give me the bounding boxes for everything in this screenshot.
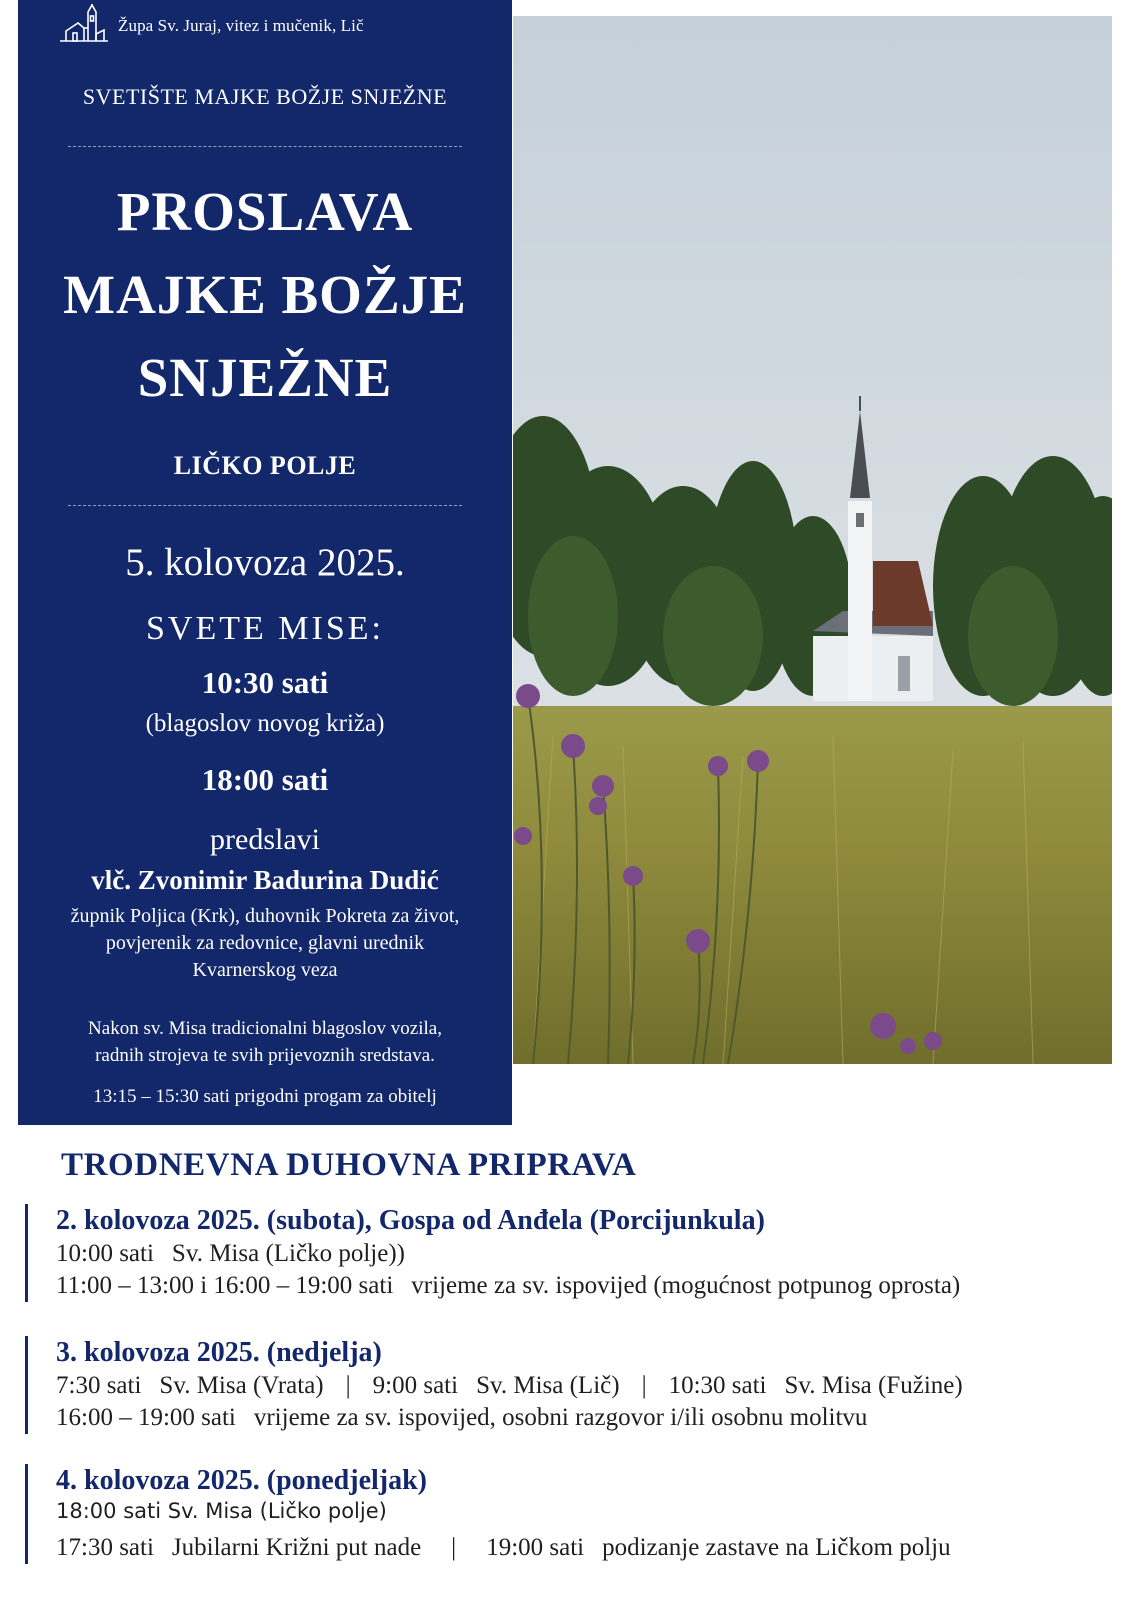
priest-name: vlč. Zvonimir Badurina Dudić <box>91 865 439 895</box>
presides-label: predslavi <box>210 823 320 856</box>
church-icon <box>58 4 110 49</box>
day-title: 4. kolovoza 2025. (ponedjeljak) <box>56 1465 427 1496</box>
time: 17:30 sati <box>56 1534 154 1561</box>
desc-line: povjerenik za redovnice, glavni urednik <box>105 932 425 954</box>
activity: vrijeme za sv. ispovijed (mogućnost potpunog oprosta) <box>411 1272 961 1299</box>
schedule-line <box>56 1238 960 1270</box>
masses-label: SVETE MISE: <box>146 610 384 647</box>
divider <box>68 146 462 147</box>
church-meadow-photo <box>513 16 1112 1064</box>
day-title: 3. kolovoza 2025. (nedjelja) <box>56 1337 382 1368</box>
activity: Sv. Misa (Lič) <box>476 1372 620 1399</box>
title-line: PROSLAVA <box>116 181 414 242</box>
desc-line: Kvarnerskog veza <box>192 959 338 981</box>
time: 19:00 sati <box>486 1534 585 1561</box>
separator: | <box>641 1372 647 1399</box>
vehicle-blessing-note <box>28 1015 502 1069</box>
separator: | <box>451 1534 457 1561</box>
schedule-day-1 <box>25 1204 960 1302</box>
schedule-day-3 <box>25 1464 951 1564</box>
activity: vrijeme za sv. ispovijed, osobni razgovor i/ili osobnu molitvu <box>253 1404 868 1431</box>
priest-description <box>28 903 502 984</box>
mass-note: (blagoslov novog križa) <box>145 710 385 737</box>
schedule-line <box>56 1532 951 1564</box>
schedule-day-2 <box>25 1336 963 1434</box>
schedule-line <box>56 1370 963 1402</box>
activity: Sv. Misa (Vrata) <box>159 1372 324 1399</box>
activity: podizanje zastave na Ličkom polju <box>602 1534 951 1561</box>
sanctuary-name: SVETIŠTE MAJKE BOŽJE SNJEŽNE <box>82 84 448 109</box>
note-line: Nakon sv. Misa tradicionalni blagoslov vozila, <box>88 1018 442 1039</box>
activity: Sv. Misa (Fužine) <box>784 1372 963 1399</box>
event-title <box>18 170 512 419</box>
title-line: MAJKE BOŽJE <box>63 264 467 325</box>
mass-time: 10:30 sati <box>201 665 329 700</box>
time: 10:30 sati <box>668 1372 767 1399</box>
parish-name: Župa Sv. Juraj, vitez i mučenik, Lič <box>118 16 364 35</box>
mass-time: 18:00 sati <box>201 762 329 797</box>
day-title: 2. kolovoza 2025. (subota), Gospa od Anđela (Porcijunkula) <box>56 1205 765 1236</box>
time: 11:00 – 13:00 i 16:00 – 19:00 sati <box>56 1272 394 1299</box>
time: 16:00 – 19:00 sati <box>56 1404 236 1431</box>
schedule-line: 18:00 sati Sv. Misa (Ličko polje) <box>56 1499 387 1523</box>
title-line: SNJEŽNE <box>137 347 393 408</box>
activity: Jubilarni Križni put nade <box>171 1534 422 1561</box>
preparation-heading: TRODNEVNA DUHOVNA PRIPRAVA <box>61 1147 637 1183</box>
parish-header <box>58 6 364 46</box>
divider <box>68 505 462 506</box>
desc-line: župnik Poljica (Krk), duhovnik Pokreta za život, <box>70 905 460 927</box>
separator: | <box>345 1372 351 1399</box>
event-place: LIČKO POLJE <box>173 451 357 480</box>
activity: Sv. Misa (Ličko polje)) <box>171 1240 405 1267</box>
family-program: 13:15 – 15:30 sati prigodni progam za obitelj <box>93 1086 437 1107</box>
event-date: 5. kolovoza 2025. <box>125 541 405 584</box>
event-panel <box>18 0 512 1125</box>
schedule-line <box>56 1402 963 1434</box>
note-line: radnih strojeva te svih prijevoznih sredstava. <box>95 1045 435 1066</box>
time: 9:00 sati <box>372 1372 459 1399</box>
schedule-line <box>56 1270 960 1302</box>
time: 7:30 sati <box>56 1372 142 1399</box>
time: 10:00 sati <box>56 1240 154 1267</box>
